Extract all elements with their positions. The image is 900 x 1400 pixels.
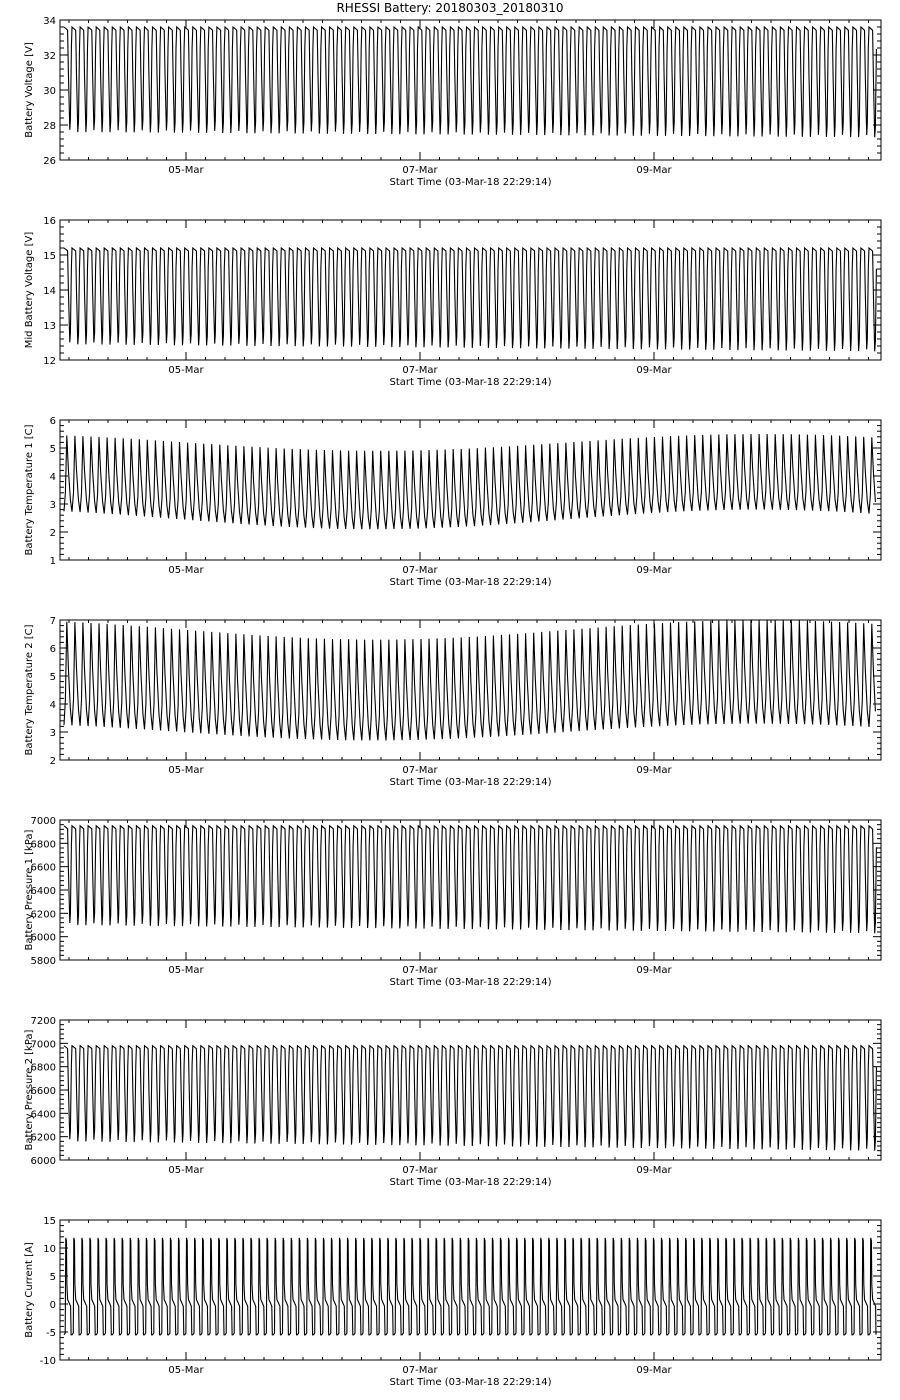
y-tick-label: 6600 (30, 1086, 56, 1097)
y-tick-label: 6200 (30, 1132, 56, 1144)
y-tick-label: 10 (43, 1244, 56, 1255)
x-tick-label: 09-Mar (636, 1165, 672, 1176)
x-tick-label: 07-Mar (402, 965, 438, 976)
series-line (64, 248, 876, 351)
y-tick-label: 7 (49, 616, 56, 627)
x-tick-label: 09-Mar (636, 565, 672, 576)
x-tick-label: 05-Mar (168, 565, 204, 576)
y-tick-label: 6 (49, 644, 56, 655)
y-tick-label: 13 (43, 321, 56, 332)
y-tick-label: 6 (49, 416, 56, 427)
y-tick-label: -5 (46, 1328, 56, 1339)
x-tick-label: 05-Mar (168, 1165, 204, 1176)
y-tick-label: 30 (43, 86, 56, 97)
y-tick-label: 0 (49, 1300, 56, 1311)
x-tick-label: 07-Mar (402, 765, 438, 776)
series-line (64, 620, 875, 740)
x-axis-label: Start Time (03-Mar-18 22:29:14) (389, 377, 552, 388)
x-axis-label: Start Time (03-Mar-18 22:29:14) (389, 977, 552, 988)
y-tick-label: 5 (49, 672, 56, 683)
x-tick-label: 05-Mar (168, 965, 204, 976)
y-tick-label: 5 (49, 444, 56, 455)
x-tick-label: 05-Mar (168, 765, 204, 776)
x-tick-label: 09-Mar (636, 765, 672, 776)
y-tick-label: 15 (43, 251, 56, 262)
chart-panel-7 (24, 1216, 881, 1388)
y-axis-label: Battery Temperature 2 [C] (24, 624, 35, 756)
series-line (64, 434, 875, 529)
figure-title: RHESSI Battery: 20180303_20180310 (336, 1, 564, 15)
x-tick-label: 09-Mar (636, 165, 672, 176)
y-tick-label: 3 (49, 500, 56, 511)
y-axis-label: Battery Pressure 1 [kPa] (24, 829, 35, 951)
y-tick-label: -10 (39, 1356, 56, 1367)
chart-panel-5 (24, 816, 881, 988)
x-tick-label: 05-Mar (168, 365, 204, 376)
y-tick-label: 3 (49, 728, 56, 739)
x-tick-label: 07-Mar (402, 365, 438, 376)
y-tick-label: 16 (43, 216, 56, 227)
y-tick-label: 6400 (30, 886, 56, 897)
chart-panel-2 (24, 216, 881, 388)
x-axis-label: Start Time (03-Mar-18 22:29:14) (389, 1177, 552, 1188)
y-axis-label: Battery Current [A] (24, 1242, 35, 1338)
x-axis-label: Start Time (03-Mar-18 22:29:14) (389, 1377, 552, 1388)
y-tick-label: 15 (43, 1216, 56, 1227)
y-axis-label: Battery Pressure 2 [kPa] (24, 1029, 35, 1151)
y-tick-label: 12 (43, 356, 56, 367)
chart-panel-1 (24, 16, 881, 188)
y-tick-label: 14 (43, 286, 56, 297)
x-tick-label: 09-Mar (636, 1365, 672, 1376)
x-tick-label: 09-Mar (636, 365, 672, 376)
y-tick-label: 6800 (30, 839, 56, 851)
y-axis-label: Battery Voltage [V] (24, 42, 35, 138)
x-axis-label: Start Time (03-Mar-18 22:29:14) (389, 777, 552, 788)
y-tick-label: 5 (49, 1272, 56, 1283)
y-tick-label: 7000 (30, 1039, 56, 1051)
y-tick-label: 32 (43, 51, 56, 62)
y-tick-label: 7200 (30, 1016, 56, 1027)
x-tick-label: 09-Mar (636, 965, 672, 976)
x-tick-label: 05-Mar (168, 1365, 204, 1376)
y-axis-label: Mid Battery Voltage [V] (24, 231, 35, 349)
y-tick-label: 1 (49, 556, 56, 567)
y-tick-label: 6800 (30, 1062, 56, 1074)
series-line (64, 1046, 876, 1151)
series-line (64, 27, 876, 137)
y-tick-label: 6000 (30, 1156, 56, 1167)
x-tick-label: 07-Mar (402, 165, 438, 176)
series-line (64, 1238, 876, 1335)
x-tick-label: 05-Mar (168, 165, 204, 176)
y-tick-label: 6400 (30, 1109, 56, 1121)
x-axis-label: Start Time (03-Mar-18 22:29:14) (389, 177, 552, 188)
x-axis-label: Start Time (03-Mar-18 22:29:14) (389, 577, 552, 588)
y-axis-label: Battery Temperature 1 [C] (24, 424, 35, 556)
y-tick-label: 28 (43, 121, 56, 132)
y-tick-label: 7000 (30, 816, 56, 827)
y-tick-label: 6200 (30, 909, 56, 921)
y-tick-label: 6000 (30, 932, 56, 944)
chart-panel-6 (24, 1016, 881, 1188)
y-tick-label: 4 (49, 472, 56, 483)
y-tick-label: 2 (49, 756, 56, 767)
y-tick-label: 5800 (30, 956, 56, 967)
series-line (64, 826, 876, 933)
x-tick-label: 07-Mar (402, 565, 438, 576)
y-tick-label: 26 (43, 156, 56, 167)
chart-panel-4 (24, 616, 881, 788)
chart-panel-3 (24, 416, 881, 588)
x-tick-label: 07-Mar (402, 1365, 438, 1376)
y-tick-label: 6600 (30, 862, 56, 874)
x-tick-label: 07-Mar (402, 1165, 438, 1176)
y-tick-label: 34 (43, 16, 56, 27)
y-tick-label: 4 (49, 700, 56, 711)
y-tick-label: 2 (49, 528, 56, 539)
